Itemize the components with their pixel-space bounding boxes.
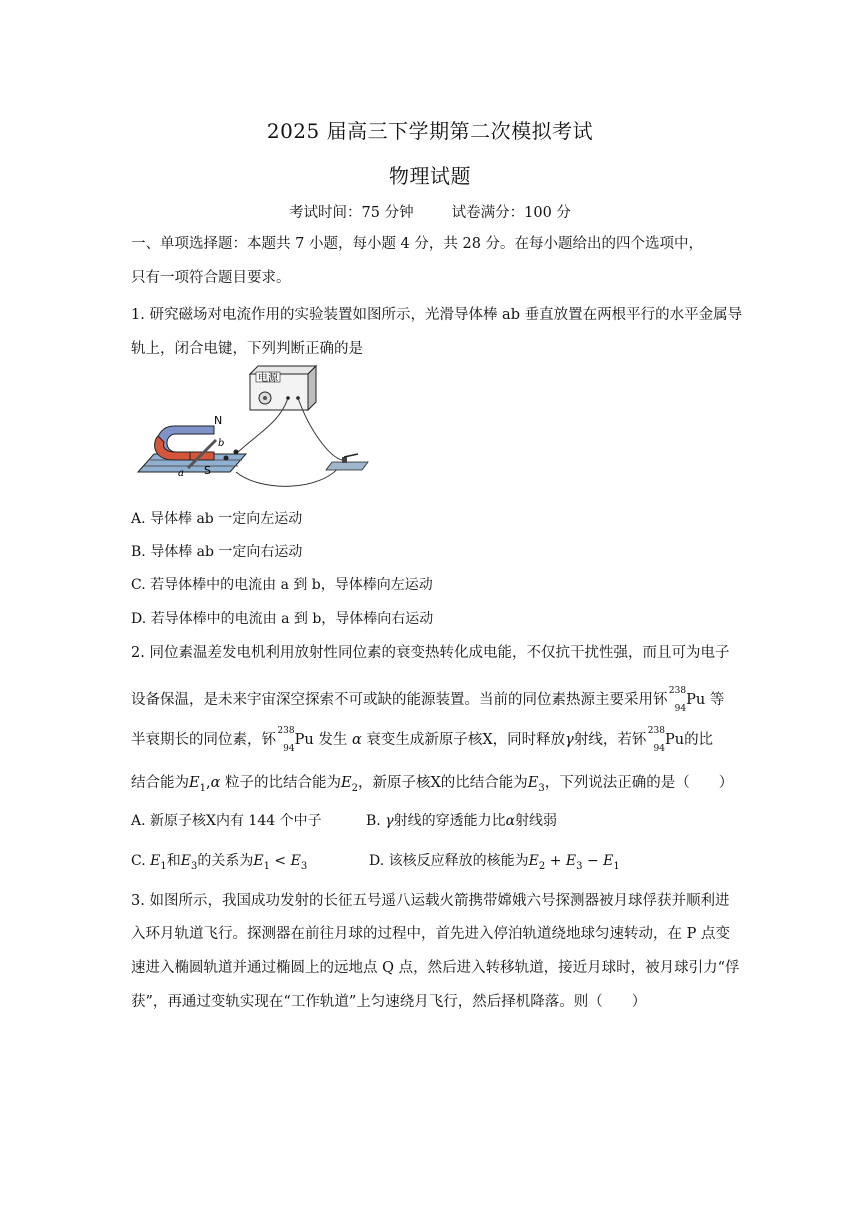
section-heading-line1: 一、单项选择题：本题共 7 小题，每小题 4 分，共 28 分。在每小题给出的四个选项中， (131, 236, 704, 252)
q2-line3: 半衰期长的同位素，钚 238 94 Pu 发生 α 衰变生成新原子核X，同时释放γ射线，若钚 238 94 Pu的比 (131, 726, 714, 754)
exam-time: 考试时间：75 分钟 (289, 205, 414, 221)
q1-stem-line2: 轨上，闭合电键，下列判断正确的是 (131, 341, 363, 357)
q2-option-d: D. 该核反应释放的核能为$E_2 + E_3 - E_1$ (369, 853, 620, 872)
q2-line4: 结合能为$E_1,\alpha$ 粒子的比结合能为$E_2$，新原子核X的比结合能为$E_3$，下列说法正确的是（ ） (131, 775, 734, 794)
q1-option-c: C. 若导体棒中的电流由 a 到 b，导体棒向左运动 (131, 577, 433, 593)
q1-stem-line1: 1. 研究磁场对电流作用的实验装置如图所示，光滑导体棒 ab 垂直放置在两根平行的水平金属导 (131, 307, 743, 323)
label-a: a (178, 468, 184, 479)
q3-line2: 入环月轨道飞行。探测器在前往月球的过程中，首先进入停泊轨道绕地球匀速转动，在 P 点变 (131, 926, 730, 942)
u-magnet (155, 426, 214, 460)
exam-subtitle: 物理试题 (389, 164, 471, 188)
switch-key (326, 454, 368, 470)
pu-nuclide: 238 94 (668, 686, 687, 714)
q2-line2: 设备保温，是未来宇宙深空探索不可或缺的能源装置。当前的同位素热源主要采用钚 238 94 Pu 等 (131, 686, 725, 714)
q3-line3: 速进入椭圆轨道并通过椭圆上的远地点 Q 点，然后进入转移轨道，接近月球时，被月球引力“俘 (131, 960, 740, 976)
exam-title: 2025 届高三下学期第二次模拟考试 (266, 119, 594, 143)
q2-option-b: B. γ射线的穿透能力比α射线弱 (366, 813, 558, 829)
pu-nuclide: 238 94 (647, 726, 665, 754)
q3-line4: 获”，再通过变轨实现在“工作轨道”上匀速绕月飞行，然后择机降落。则（ ） (131, 994, 647, 1010)
power-supply (250, 366, 316, 410)
label-s: S (204, 464, 211, 477)
section-heading-line2: 只有一项符合题目要求。 (131, 270, 291, 286)
q2-option-a: A. 新原子核X内有 144 个中子 (131, 813, 322, 829)
exam-score: 试卷满分：100 分 (451, 205, 571, 221)
q2-line1: 2. 同位素温差发电机利用放射性同位素的衰变热转化成电能，不仅抗干扰性强，而且可为电子 (131, 645, 730, 661)
pu-nuclide: 238 94 (277, 726, 295, 754)
exam-meta (0, 201, 860, 222)
q1-option-d: D. 若导体棒中的电流由 a 到 b，导体棒向右运动 (131, 611, 434, 627)
q1-apparatus-figure (130, 362, 380, 492)
label-b: b (218, 438, 225, 449)
power-label: 电源 (258, 373, 278, 384)
q1-option-a: A. 导体棒 ab 一定向左运动 (131, 511, 303, 527)
q2-option-c: C. $E_1$和$E_3$的关系为$E_1 < E_3$ (131, 853, 308, 872)
q3-line1: 3. 如图所示，我国成功发射的长征五号遥八运载火箭携带嫦娥六号探测器被月球俘获并顺利进 (131, 893, 730, 909)
q1-option-b: B. 导体棒 ab 一定向右运动 (131, 544, 303, 560)
label-n: N (214, 414, 223, 427)
